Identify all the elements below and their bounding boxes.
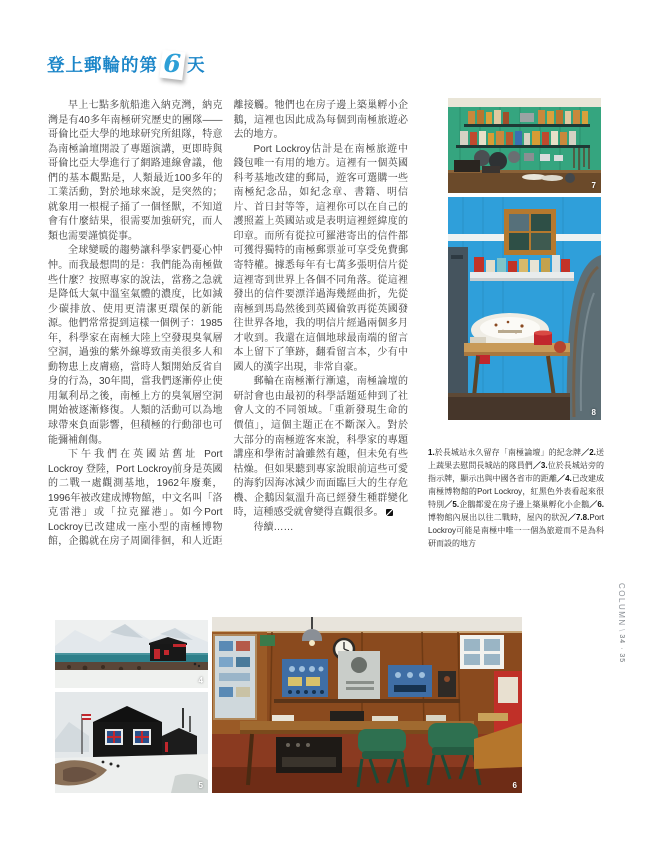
caption-text: 已改建成南極博物館的Port Lockroy，紅黑色外表看起來很特別 (428, 474, 605, 509)
paragraph-1: 早上七點多航船進入納克灣，納克灣是有40多年南極研究歷史的團隊——哥倫比亞大學的地球研究所組隊，特意為南極論壇開設了專題演講，更即時與哥倫比亞大學進行了網路連線會議，他們的基本觀點是，人類最近100多年的工業活動，對於地球來說，是突然的；就象用一根棍子捅了一個怪獸，不知道會有什麼結果，很需要加強研究，而人類也需要謹慎從事。 (48, 100, 223, 242)
caption-number: 1. (428, 448, 435, 457)
photo-kitchen-shelves (448, 98, 601, 193)
paragraph-3: 下午我們在英國站舊址 Port Lockroy 登陸，Port Lockroy前身是英國的二戰一處觀測基地，1962年廢棄，1996年被改建成博物館，中文名叫「洛克雷港」或「拉克羅港」。如今Port Lockroy已改建成一座小型的南極博物館，企鵝就在房子周圍徘徊，和人近距離接觸。牠們也在房子邊上築巢孵小企鵝，這裡也因此成為每個到南極旅遊必去的地方。 (48, 100, 408, 548)
paragraph-5 (234, 375, 409, 520)
photo-radio-room (212, 617, 522, 793)
kitchen-shelves-illustration (448, 98, 601, 193)
day-number-card (159, 50, 185, 81)
day-number: 6 (162, 48, 183, 79)
folio-page-numbers: 34 · 35 (618, 634, 625, 664)
photo-black-huts (55, 692, 208, 793)
photo-number-badge: 6 (512, 781, 517, 790)
article-body (48, 99, 408, 551)
caption-number: ／5. (444, 500, 460, 509)
photo-number-badge: 7 (591, 181, 596, 190)
end-of-article-icon (386, 509, 393, 516)
photo-number-badge: 8 (591, 408, 596, 417)
paragraph-4: Port Lockroy估計是在南極旅遊中錢包唯一有用的地方。這裡有一個英國科考基地改建的郵局，遊客可選購一些南極紀念品，如紀念章、書籍、明信片、首日封等等，這裡你可以在自己的護照蓋上英國站或是表明這裡經緯度的印章。而所有從拉可羅港寄出的信件都可獲得獨特的南極郵票並可享受免費郵寄特權。據悉每年有七萬多張明信片從這裡寄到世界上各個不同角落。從這裡發出的信件要漂洋過海幾經曲折，先從南極到馬島然後到英國倫敦再從英國發往世界各地，我的明信片經過兩個多月才收到。我還在這個地球最南端的留言本上留下了筆跡，翻看留言本，少有中國人的漢字出現，非常自豪。 (233, 143, 408, 373)
blue-room-illustration (448, 197, 601, 420)
folio-slash: \ (617, 628, 626, 633)
title-prefix: 登上郵輪的第 (47, 54, 158, 75)
caption-text: 於長城站永久留存「南極論壇」的紀念牌 (434, 448, 582, 457)
page-folio (617, 583, 626, 693)
page-title (47, 50, 206, 78)
folio-column-label: COLUMN (617, 583, 626, 627)
title-suffix: 天 (187, 54, 206, 75)
caption-text: 博物館內展出以往二戰時，屋內的狀況 (428, 513, 568, 522)
photo-number-badge: 4 (198, 676, 203, 685)
photo-captions (428, 446, 604, 550)
caption-number: ／2. (581, 448, 596, 457)
photo-blue-room (448, 197, 601, 420)
photo-antarctic-landscape (55, 620, 208, 688)
caption-text: 送上蔬果去慰問長城站的隊員們 (428, 448, 605, 470)
caption-text: Port Lockroy可能是南極中唯一一個為旅遊而不是為科研而設的地方 (428, 513, 605, 548)
caption-text: 位於長城站旁的指示牌，顯示出與中國各省市的距離 (428, 461, 605, 483)
landscape-illustration (55, 620, 208, 688)
caption-number: ／4. (557, 474, 572, 483)
photo-number-badge: 5 (198, 781, 203, 790)
caption-text: 企鵝都愛在房子邊上築巢孵化小企鵝 (459, 500, 590, 509)
huts-illustration (55, 692, 208, 793)
radio-room-illustration (212, 617, 522, 793)
paragraph-5-text: 郵輪在南極漸行漸遠，南極論壇的研討會也由最初的科學話題延伸到了社會人文的不同領域。「重新發現生命的價值」，這個主題正在不斷深入。對於大部分的南極遊客來說，科學家的專題講座和學術討論雖然有趣，但未免有些枯燥。但如果聽到專家說眼前這些可愛的海豹因海冰減少而面臨巨大的生存危機、企鵝因氣溫升高已經發生種群變化時，這種感受就會變得直觀很多。 (233, 376, 408, 519)
paragraph-2: 全球變暖的趨勢讓科學家們憂心忡忡。而我最想問的是：我們能為南極做些什麼？按照專家的說法，當務之急就是降低大氣中溫室氣體的濃度，比如減少碳排放、使用更清潔更環保的新能源。他們常常提到這樣一個例子：1985年，科學家在南極大陸上空發現臭氧層空洞，過強的紫外線導致南美很多人和動物患上皮膚癌，當時人類開始反省自身的行為，30年間，當我們逐漸停止使用氟利昂之後，南極上方的臭氧層空洞開始被逐漸修復。人類的活動可以為地球帶來負面影響，但積極的行動卻也可能彌補創傷。 (48, 245, 223, 446)
caption-number: ／6. (589, 500, 605, 509)
caption-number: ／3. (532, 461, 548, 470)
caption-number: ／7.8. (567, 513, 590, 522)
to-be-continued: 待續…… (253, 521, 294, 533)
